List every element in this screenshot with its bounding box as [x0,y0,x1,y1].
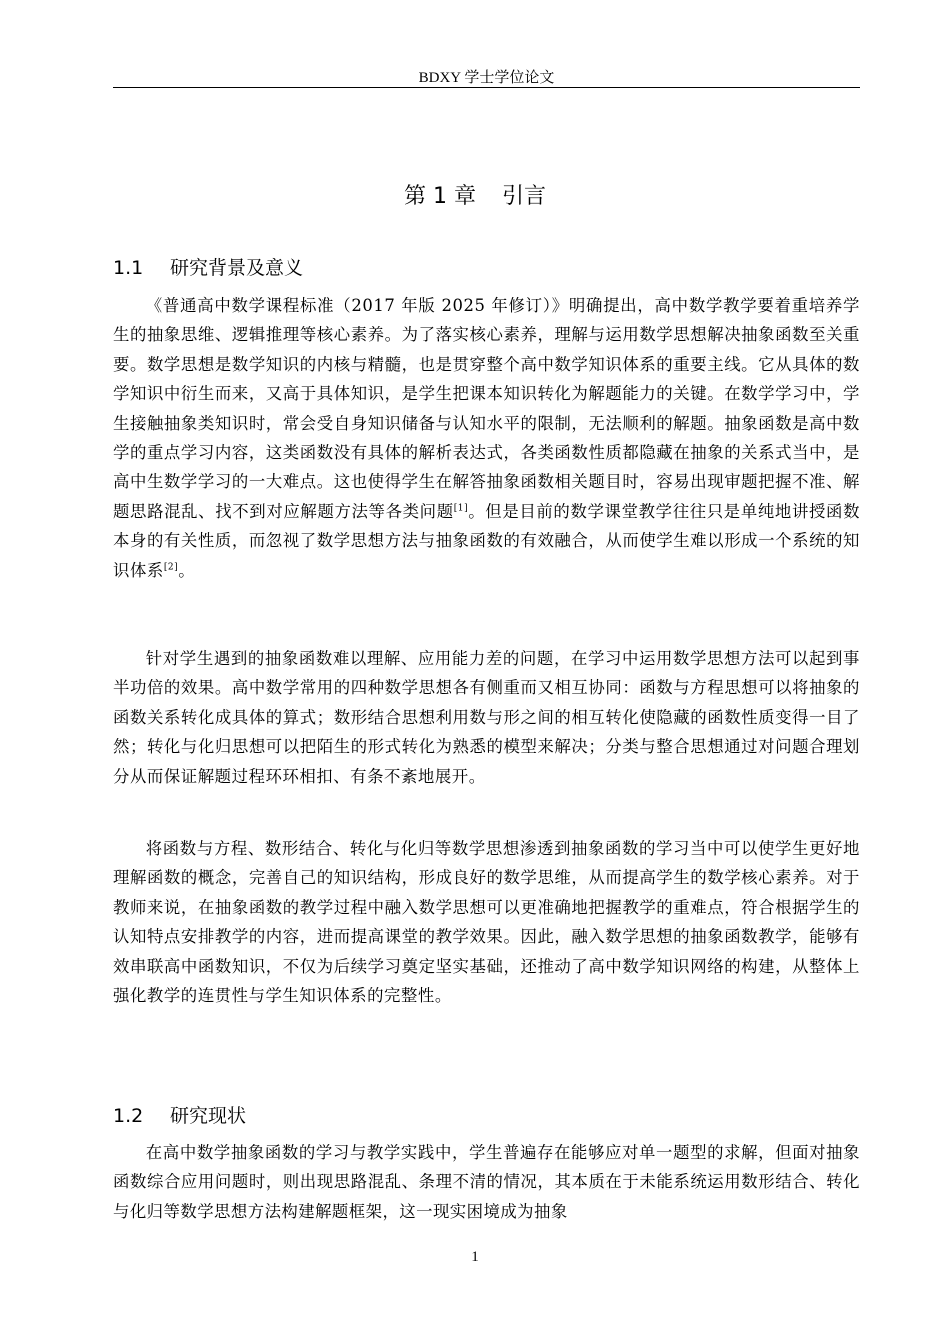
section-title: 研究背景及意义 [170,257,304,279]
header-rule [113,87,860,88]
page-number: 1 [471,1249,479,1265]
body-paragraph: 针对学生遇到的抽象函数难以理解、应用能力差的问题，在学习中运用数学思想方法可以起到事半功倍的效果。高中数学常用的四种数学思想各有侧重而又相互协同：函数与方程思想可以将抽象的函数关系转化成具体的算式；数形结合思想利用数与形之间的相互转化使隐藏的函数性质变得一目了然；转化与化归思想可以把陌生的形式转化为熟悉的模型来解决；分类与整合思想通过对问题合理划分从而保证解题过程环环相扣、有条不紊地展开。 [113,649,860,786]
body-paragraph: 在高中数学抽象函数的学习与教学实践中，学生普遍存在能够应对单一题型的求解，但面对抽象函数综合应用问题时，则出现思路混乱、条理不清的情况，其本质在于未能系统运用数形结合、转化与化归等数学思想方法构建解题框架，这一现实困境成为抽象 [113,1143,860,1221]
citation-ref: [1] [453,503,469,514]
body-paragraph: 将函数与方程、数形结合、转化与化归等数学思想渗透到抽象函数的学习当中可以使学生更好地理解函数的概念，完善自己的知识结构，形成良好的数学思维，从而提高学生的数学核心素养。对于教师来说，在抽象函数的教学过程中融入数学思想可以更准确地把握教学的重难点，符合根据学生的认知特点安排教学的内容，进而提高课堂的教学效果。因此，融入数学思想的抽象函数教学，能够有效串联高中函数知识，不仅为后续学习奠定坚实基础，还推动了高中数学知识网络的构建，从整体上强化教学的连贯性与学生知识体系的完整性。 [113,839,860,1006]
paragraph-text: 。但是目前的数学课堂教学往往只是单纯地讲授函数本身的有关性质，而忽视了数学思想方法与抽象函数的有效融合，从而使学生难以形成一个系统的知识体系 [113,501,861,580]
citation-ref: [2] [163,562,179,573]
section-heading [113,1101,246,1128]
body-paragraph [113,291,860,585]
chapter-title: 引言 [501,184,546,209]
paragraph-text: 《普通高中数学课程标准（2017 年版 2025 年修订）》明确提出，高中数学教学要着重培养学生的抽象思维、逻辑推理等核心素养。为了落实核心素养，理解与运用数学思想解决抽象函数至关重要。数学思想是数学知识的内核与精髓，也是贯穿整个高中数学知识体系的重要主线。它从具体的数学知识中衍生而来，又高于具体知识，是学生把课本知识转化为解题能力的关键。在数学学习中，学生接触抽象类知识时，常会受自身知识储备与认知水平的限制，无法顺利的解题。抽象函数是高中数学的重点学习内容，这类函数没有具体的解析表达式，各类函数性质都隐藏在抽象的关系式当中，是高中生数学学习的一大难点。这也使得学生在解答抽象函数相关题目时，容易出现审题把握不准、解题思路混乱、找不到对应解题方法等各类问题 [113,296,860,521]
section-title: 研究现状 [170,1105,247,1127]
section-heading [113,253,303,280]
paragraph-text: 。 [178,560,196,580]
running-header: BDXY 学士学位论文 [418,70,555,86]
chapter-number: 第 1 章 [404,184,476,209]
section-number: 1.2 [113,1105,144,1127]
section-number: 1.1 [113,257,144,279]
chapter-heading [0,179,950,210]
